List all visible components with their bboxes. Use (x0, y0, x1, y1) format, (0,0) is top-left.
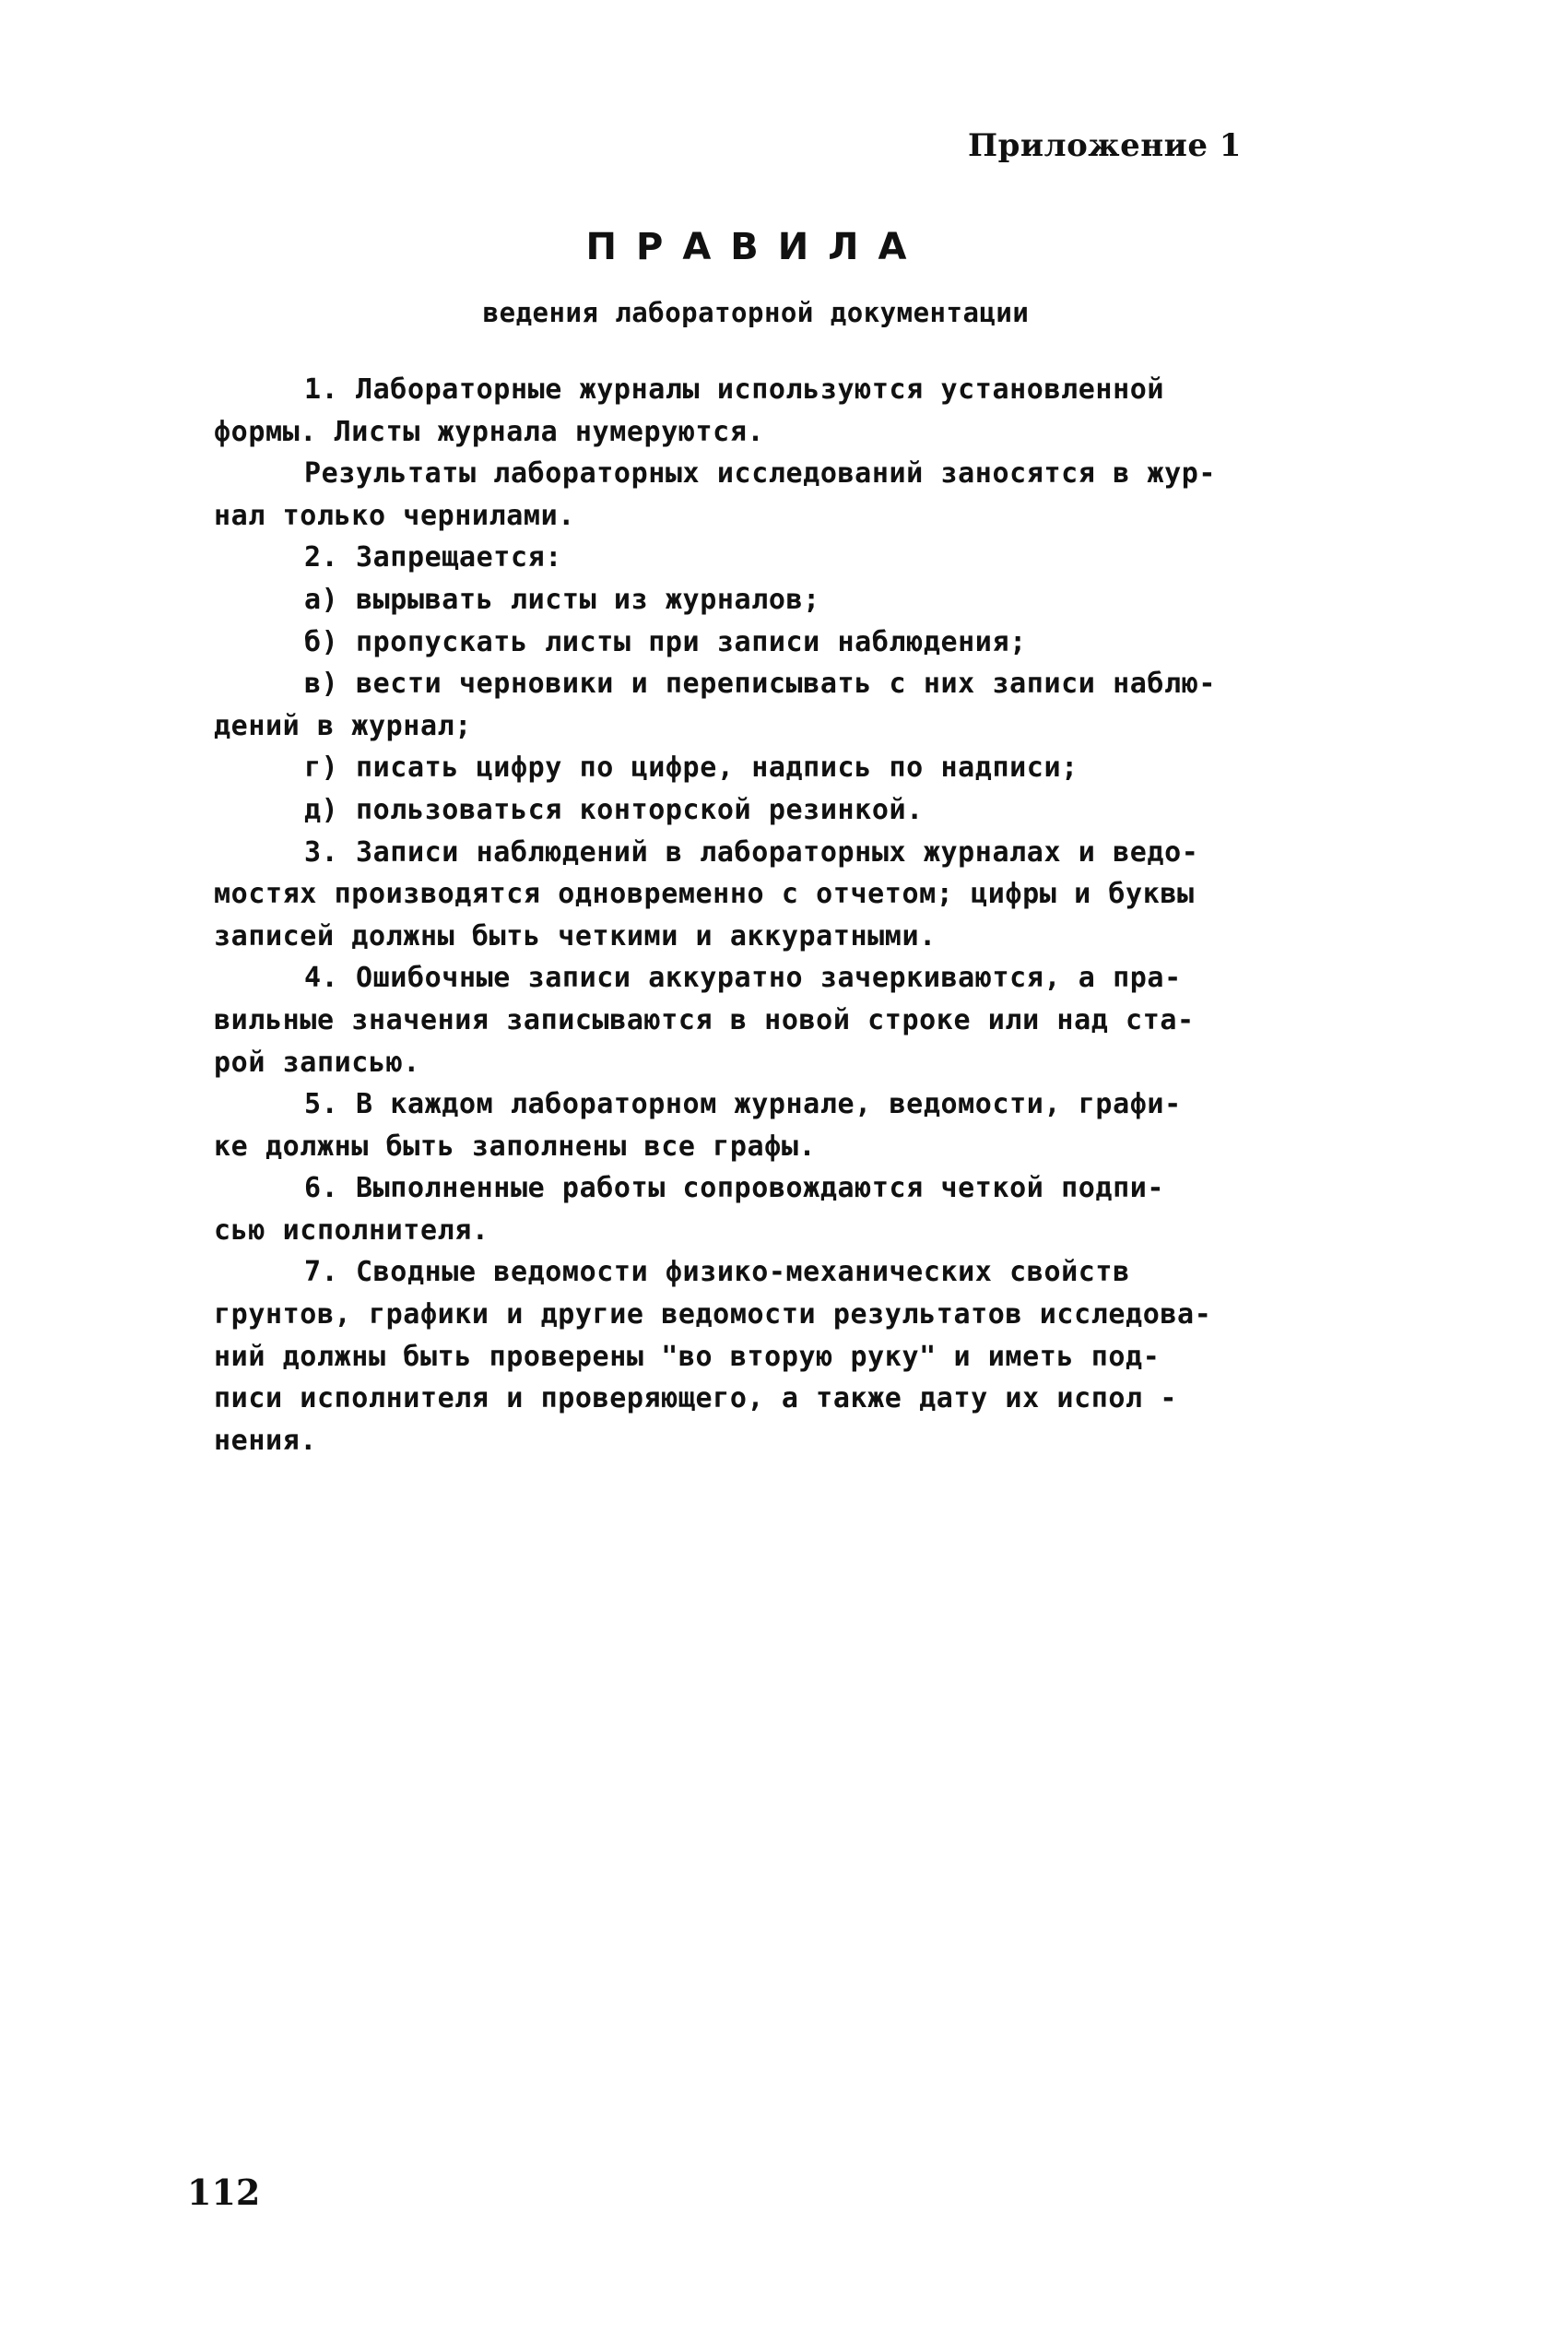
text-line: сью исполнителя. (214, 1213, 489, 1247)
document-body (214, 369, 1375, 1461)
text-line: 2. Запрещается: (304, 541, 562, 574)
text-line: дений в журнал; (214, 709, 472, 742)
text-line: б) пропускать листы при записи наблюдения; (304, 625, 1027, 658)
text-line: мостях производятся одновременно с отчетом; цифры и буквы (214, 878, 1195, 911)
text-line: г) писать цифру по цифре, надпись по надписи; (304, 751, 1079, 785)
text-line: 1. Лабораторные журналы используются установленной (304, 373, 1165, 406)
text-line: в) вести черновики и переписывать с них записи наблю- (304, 668, 1217, 701)
text-line: 6. Выполненные работы сопровождаются четкой подпи- (304, 1172, 1165, 1205)
text-line: а) вырывать листы из журналов; (304, 583, 820, 616)
text-line: формы. Листы журнала нумеруются. (214, 415, 765, 448)
text-line: рой записью. (214, 1046, 420, 1079)
text-line: Результаты лабораторных исследований заносятся в жур- (304, 457, 1217, 491)
text-line: записей должны быть четкими и аккуратными. (214, 919, 937, 953)
text-line: 3. Записи наблюдений в лабораторных журналах и ведо- (304, 835, 1199, 869)
text-line: 4. Ошибочные записи аккуратно зачеркиваются, а пра- (304, 962, 1182, 995)
appendix-label: Приложение 1 (968, 127, 1242, 164)
text-line: нал только чернилами. (214, 499, 575, 532)
text-line: писи исполнителя и проверяющего, а также дату их испол - (214, 1382, 1178, 1415)
page-number: 112 (187, 2171, 261, 2213)
text-line: ний должны быть проверены "во вторую руку" и иметь под- (214, 1340, 1161, 1373)
document-subtitle: ведения лабораторной документации (482, 297, 1030, 328)
text-line: грунтов, графики и другие ведомости результатов исследова- (214, 1298, 1212, 1331)
text-line: 5. В каждом лабораторном журнале, ведомости, графи- (304, 1088, 1182, 1121)
text-line: нения. (214, 1424, 317, 1457)
text-line: д) пользоваться конторской резинкой. (304, 793, 924, 826)
text-line: вильные значения записываются в новой строке или над ста- (214, 1003, 1195, 1036)
text-line: 7. Сводные ведомости физико-механических свойств (304, 1256, 1130, 1289)
text-line: ке должны быть заполнены все графы. (214, 1130, 817, 1163)
document-title: ПРАВИЛА (585, 226, 926, 268)
